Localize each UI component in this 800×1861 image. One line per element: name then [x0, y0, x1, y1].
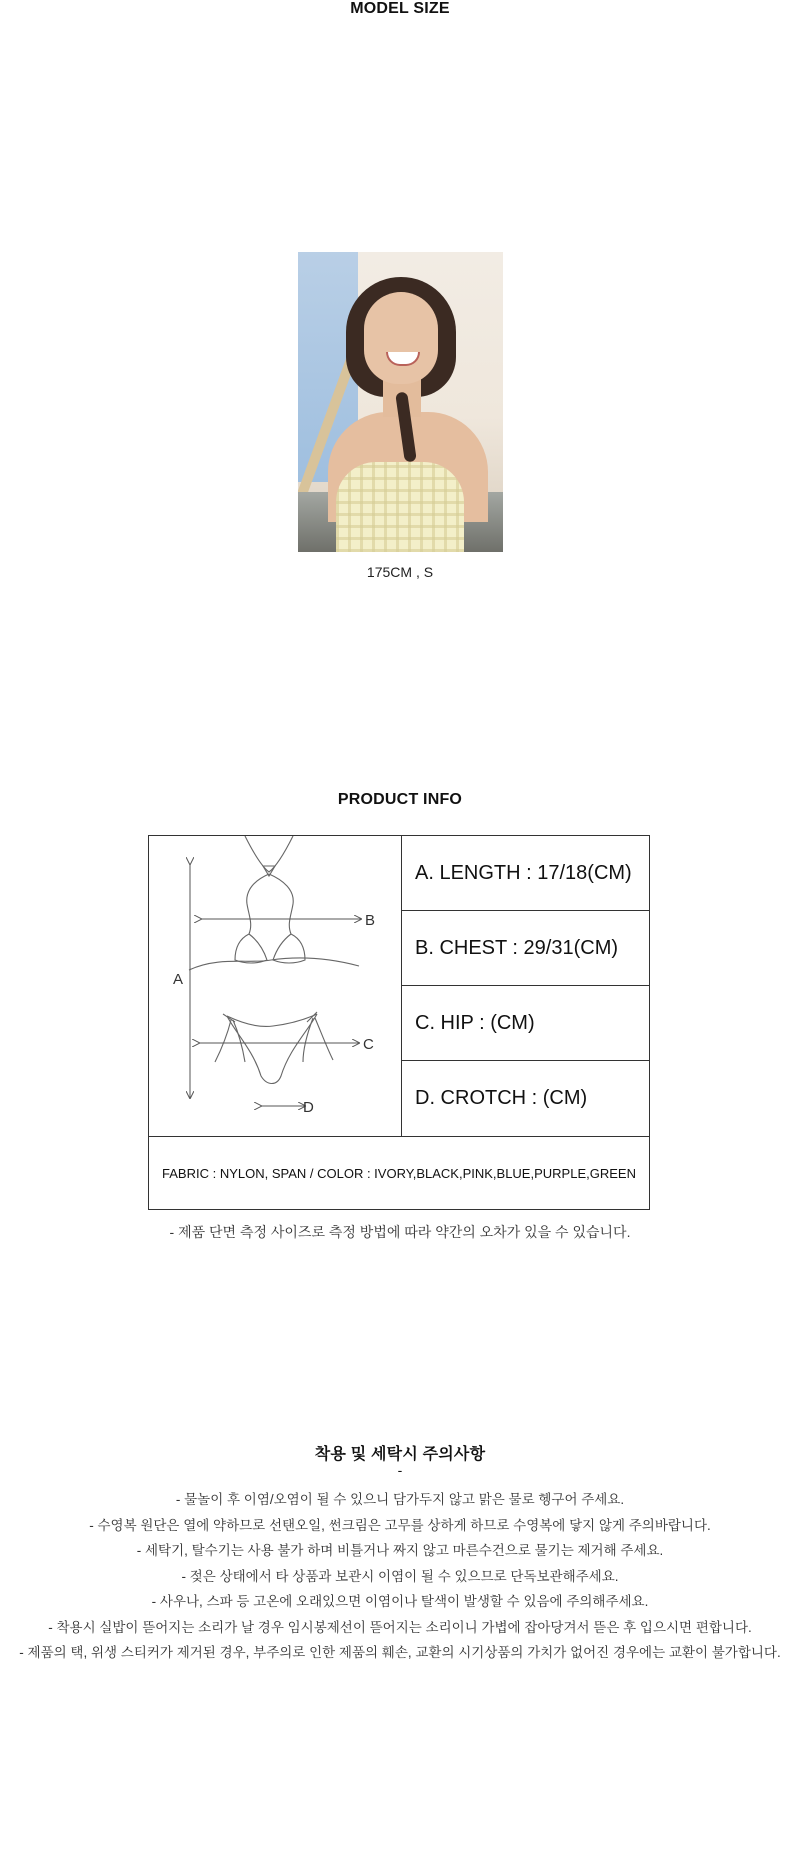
product-info-title: PRODUCT INFO [337, 791, 463, 808]
care-item: - 사우나, 스파 등 고온에 오래있으면 이염이나 탈색이 발생할 수 있음에 주의해주세요. [151, 1594, 649, 1609]
care-instructions-list [0, 1487, 800, 1666]
care-item: - 제품의 택, 위생 스티커가 제거된 경우, 부주의로 인한 제품의 훼손, 교환의 시기상품의 가치가 없어진 경우에는 교환이 불가합니다. [19, 1645, 781, 1660]
measurement-note: - 제품 단면 측정 사이즈로 측정 방법에 따라 약간의 오차가 있을 수 있습니다. [169, 1224, 631, 1240]
care-item: - 착용시 실밥이 뜯어지는 소리가 날 경우 임시봉제선이 뜯어지는 소리이니 가볍에 잡아당겨서 뜯은 후 입으시면 편합니다. [48, 1619, 752, 1635]
measurement-hip: C. HIP : (CM) [402, 986, 649, 1061]
diagram-label-d: D [303, 1099, 314, 1116]
bikini-measurement-diagram [149, 836, 402, 1136]
care-item: - 젖은 상태에서 타 상품과 보관시 이염이 될 수 있으므로 단독보관해주세요. [181, 1568, 619, 1584]
care-item: - 세탁기, 탈수기는 사용 불가 하며 비틀거나 짜지 않고 마른수건으로 물기는 제거해 주세요. [136, 1543, 664, 1558]
photo-swimsuit [336, 462, 464, 552]
diagram-label-c: C [363, 1036, 374, 1053]
photo-face [364, 292, 438, 384]
model-size-title: MODEL SIZE [350, 0, 450, 17]
care-item: - 수영복 원단은 열에 약하므로 선탠오일, 썬크림은 고무를 상하게 하므로 수영복에 닿지 않게 주의바랍니다. [89, 1517, 711, 1533]
measurement-length: A. LENGTH : 17/18(CM) [402, 836, 649, 911]
care-item: - 물놀이 후 이염/오염이 될 수 있으니 담가두지 않고 맑은 물로 헹구어 주세요. [175, 1492, 625, 1507]
measurement-chest: B. CHEST : 29/31(CM) [402, 911, 649, 986]
model-size-caption: 175CM , S [366, 564, 434, 580]
size-table [148, 835, 650, 1210]
diagram-label-b: B [365, 912, 376, 929]
care-title: 착용 및 세탁시 주의사항 [314, 1446, 486, 1463]
fabric-color-info: FABRIC : NYLON, SPAN / COLOR : IVORY,BLACK,PINK,BLUE,PURPLE,GREEN [149, 1136, 649, 1209]
measurement-crotch: D. CROTCH : (CM) [415, 1087, 588, 1109]
diagram-label-a: A [173, 971, 184, 988]
model-photo [298, 252, 503, 552]
care-divider: - [397, 1462, 403, 1478]
